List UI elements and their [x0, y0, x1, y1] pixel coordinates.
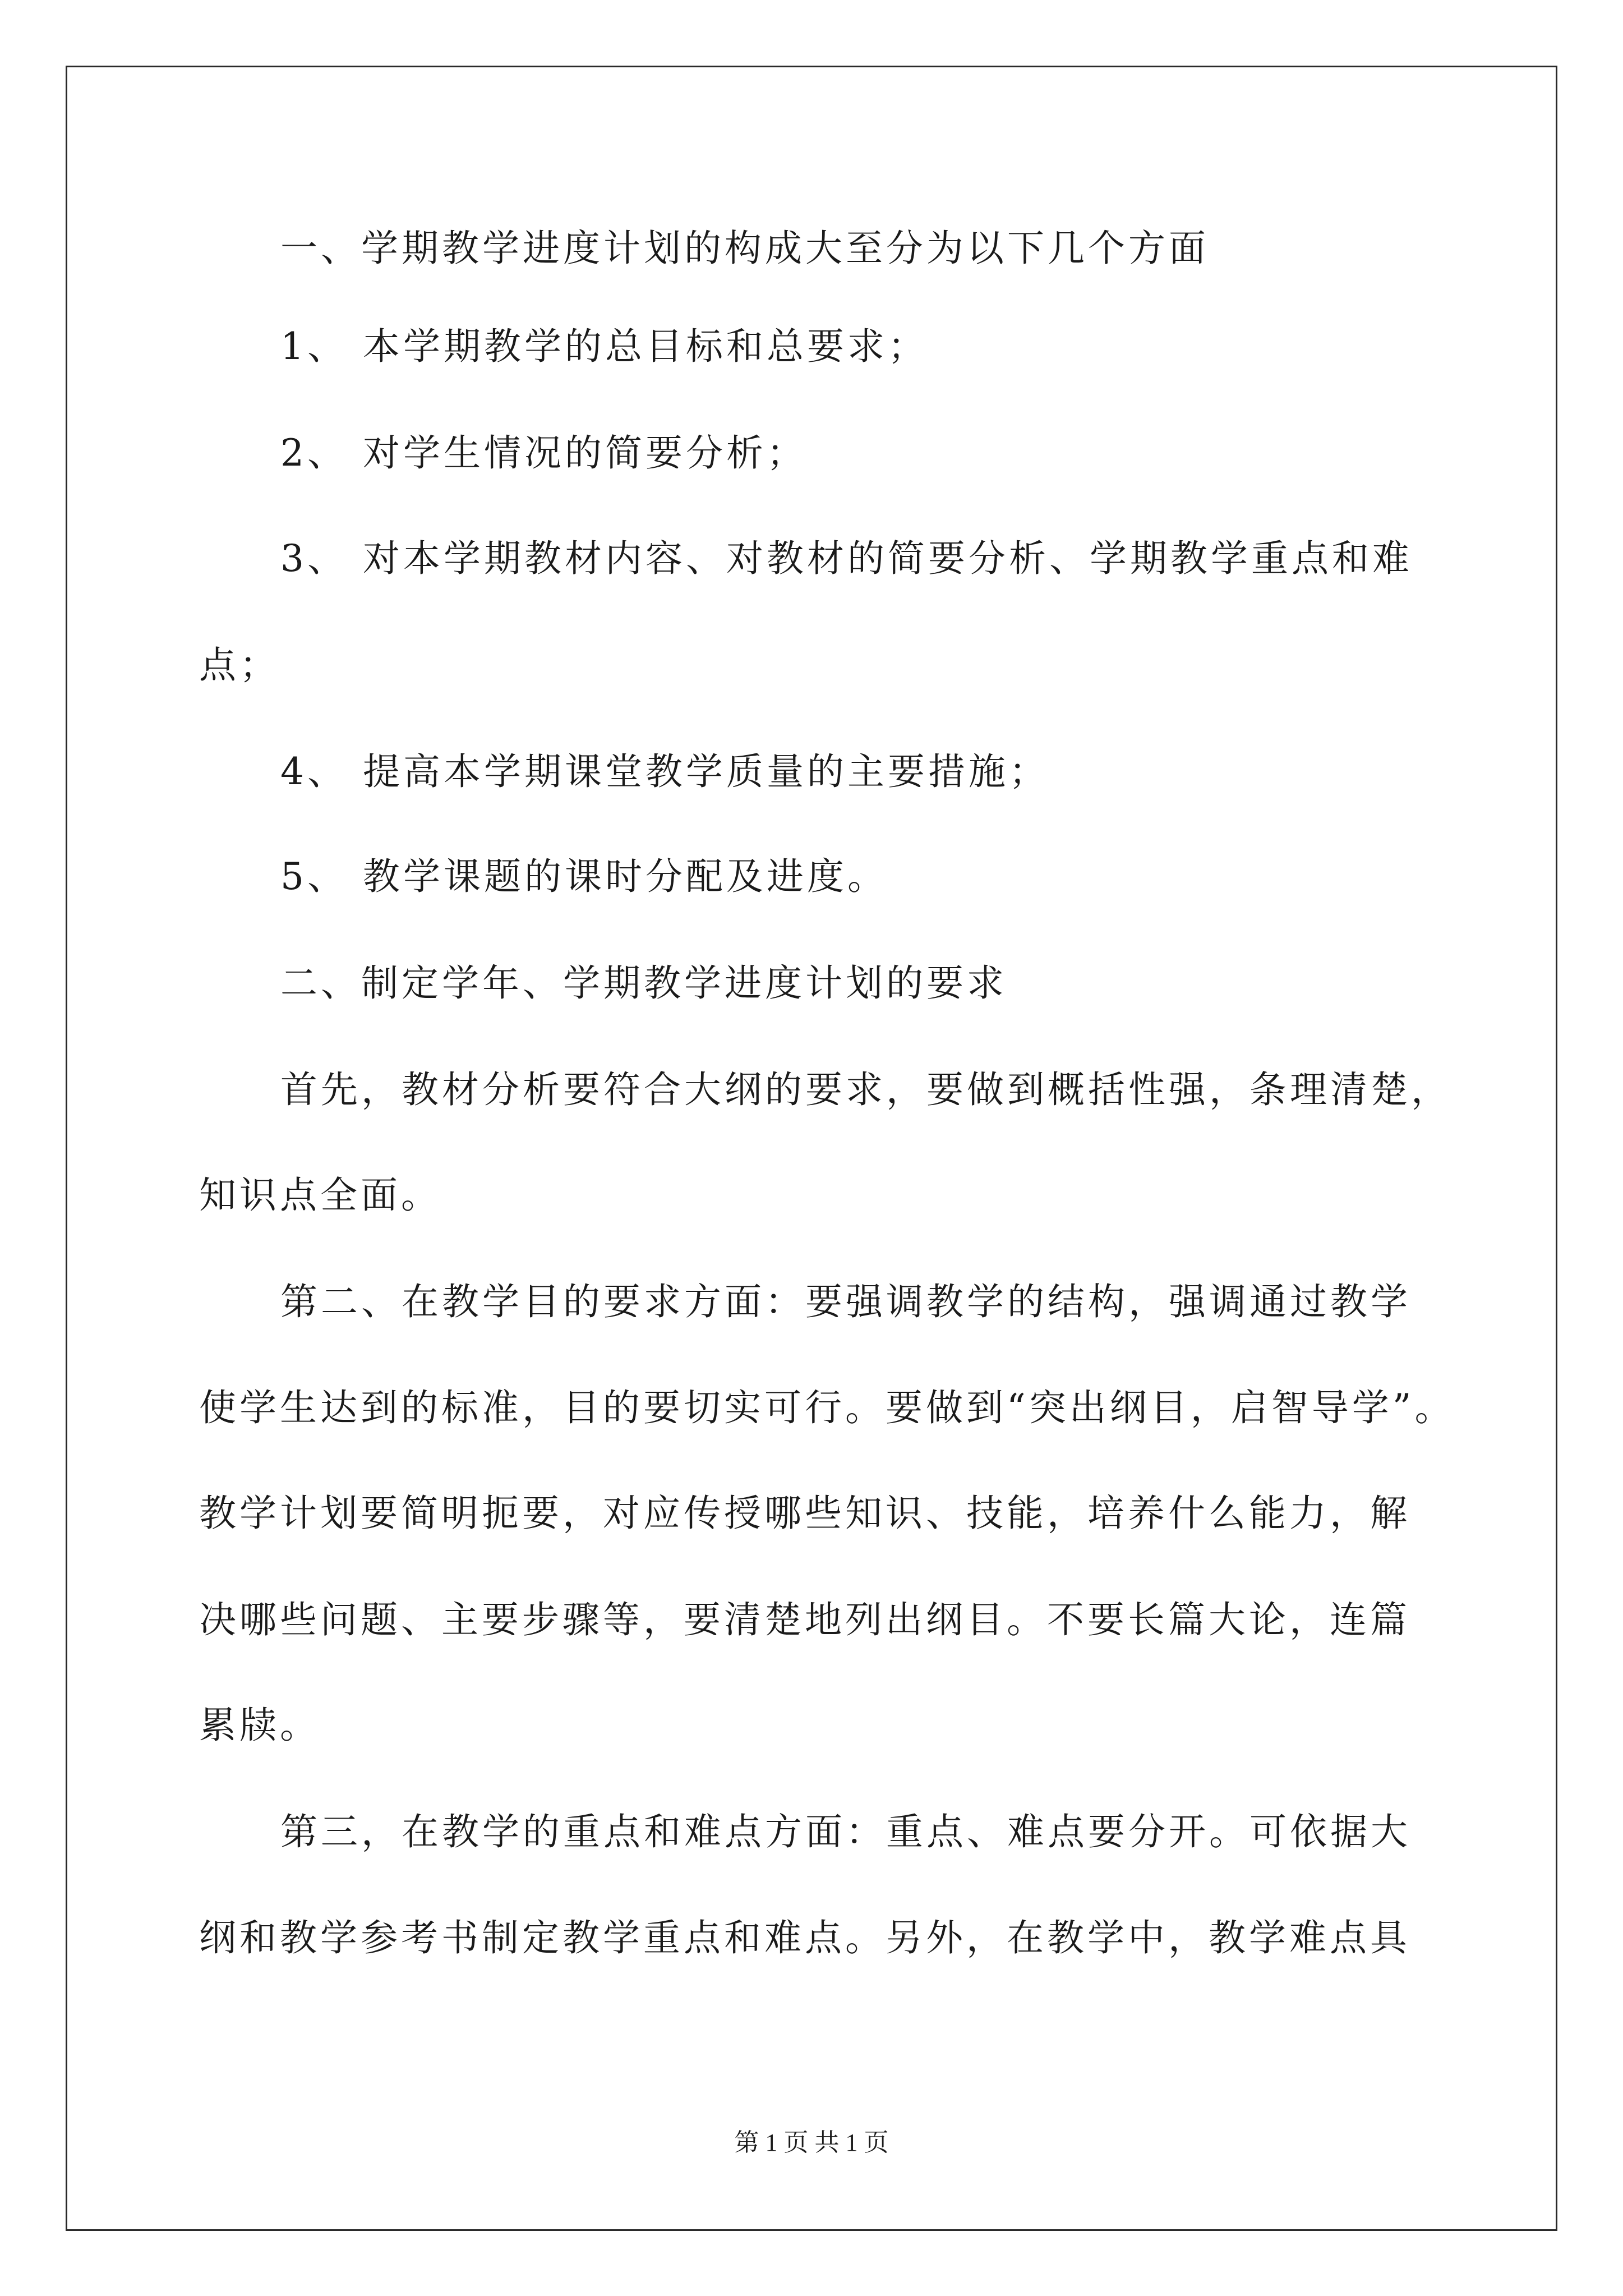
text-line: 决哪些问题、主要步骤等，要清楚地列出纲目。不要长篇大论，连篇: [199, 1598, 1410, 1641]
text-line: 第三，在教学的重点和难点方面：重点、难点要分开。可依据大: [280, 1810, 1411, 1853]
text-line: 5、 教学课题的课时分配及进度。: [280, 855, 888, 898]
text-line: 一、学期教学进度计划的构成大至分为以下几个方面: [280, 227, 1209, 270]
text-line: 教学计划要简明扼要，对应传授哪些知识、技能，培养什么能力，解: [199, 1492, 1410, 1535]
text-line: 知识点全面。: [199, 1174, 441, 1217]
text-line: 点；: [199, 643, 280, 687]
text-line: 纲和教学参考书制定教学重点和难点。另外，在教学中，教学难点具: [199, 1916, 1410, 1959]
text-line: 第二、在教学目的要求方面：要强调教学的结构，强调通过教学: [280, 1280, 1411, 1323]
text-line: 2、 对学生情况的简要分析；: [280, 431, 807, 475]
page-frame: [66, 66, 1557, 2231]
text-line: 首先，教材分析要符合大纲的要求，要做到概括性强，条理清楚，: [280, 1068, 1451, 1111]
text-line: 4、 提高本学期课堂教学质量的主要措施；: [280, 750, 1049, 793]
text-line: 3、 对本学期教材内容、对教材的简要分析、学期教学重点和难: [280, 537, 1413, 580]
text-line: 1、 本学期教学的总目标和总要求；: [280, 325, 928, 368]
page-number-footer: 第 1 页 共 1 页: [734, 2129, 889, 2156]
text-line: 使学生达到的标准，目的要切实可行。要做到“突出纲目，启智导学”。: [199, 1386, 1455, 1429]
text-line: 累牍。: [199, 1704, 320, 1747]
text-line: 二、制定学年、学期教学进度计划的要求: [280, 961, 1007, 1005]
